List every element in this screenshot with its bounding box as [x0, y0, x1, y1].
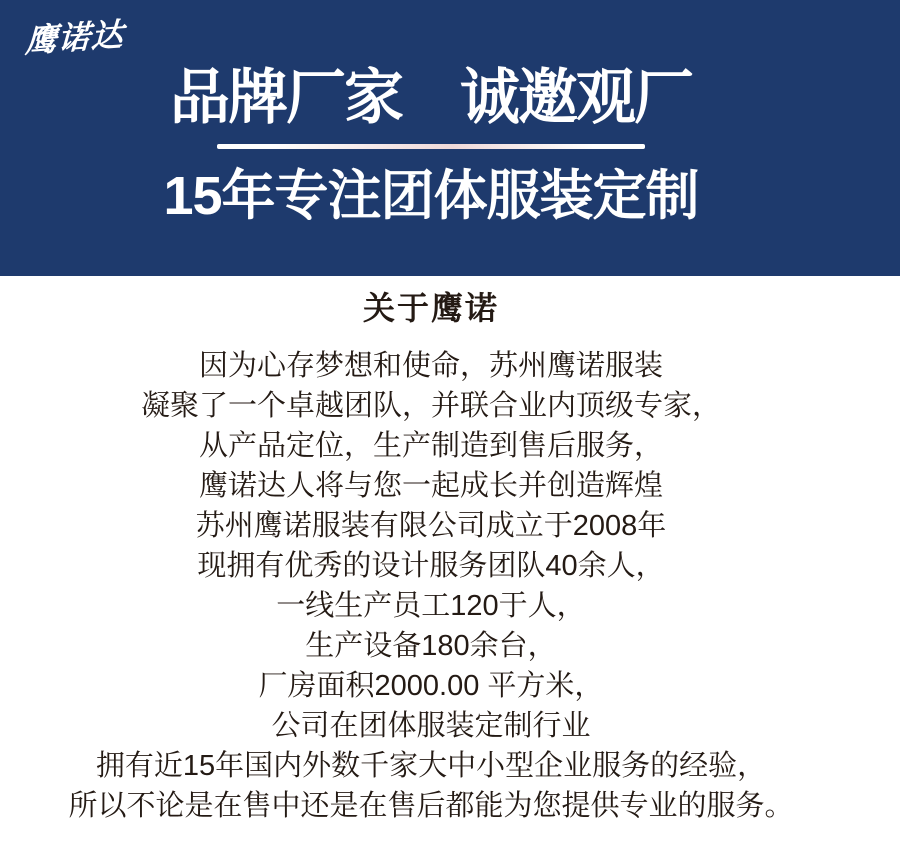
about-line: 一线生产员工120于人， [276, 590, 586, 622]
about-line: 苏州鹰诺服装有限公司成立于2008年 [195, 510, 667, 542]
about-line: 现拥有优秀的设计服务团队40余人， [197, 550, 665, 582]
about-section [0, 276, 862, 826]
banner-title: 品牌厂家 诚邀观厂 [170, 64, 692, 131]
about-lines [0, 346, 862, 826]
about-line: 公司在团体服装定制行业 [271, 710, 591, 742]
banner-content [0, 0, 862, 226]
about-line: 厂房面积2000.00 平方米， [258, 670, 604, 702]
about-line: 拥有近15年国内外数千家大中小型企业服务的经验， [95, 750, 767, 782]
about-line: 生产设备180余台， [305, 630, 557, 662]
about-line: 因为心存梦想和使命，苏州鹰诺服装 [198, 350, 663, 382]
banner-divider [217, 144, 645, 149]
about-heading: 关于鹰诺 [362, 290, 499, 326]
hero-banner [0, 0, 900, 276]
about-line: 从产品定位，生产制造到售后服务， [198, 430, 663, 462]
about-line: 凝聚了一个卓越团队，并联合业内顶级专家， [140, 390, 721, 422]
banner-subtitle: 15年专注团体服装定制 [163, 166, 699, 226]
brand-logo: 鹰诺达 [24, 16, 125, 60]
about-line: 所以不论是在售中还是在售后都能为您提供专业的服务。 [68, 790, 794, 822]
about-line: 鹰诺达人将与您一起成长并创造辉煌 [198, 470, 663, 502]
